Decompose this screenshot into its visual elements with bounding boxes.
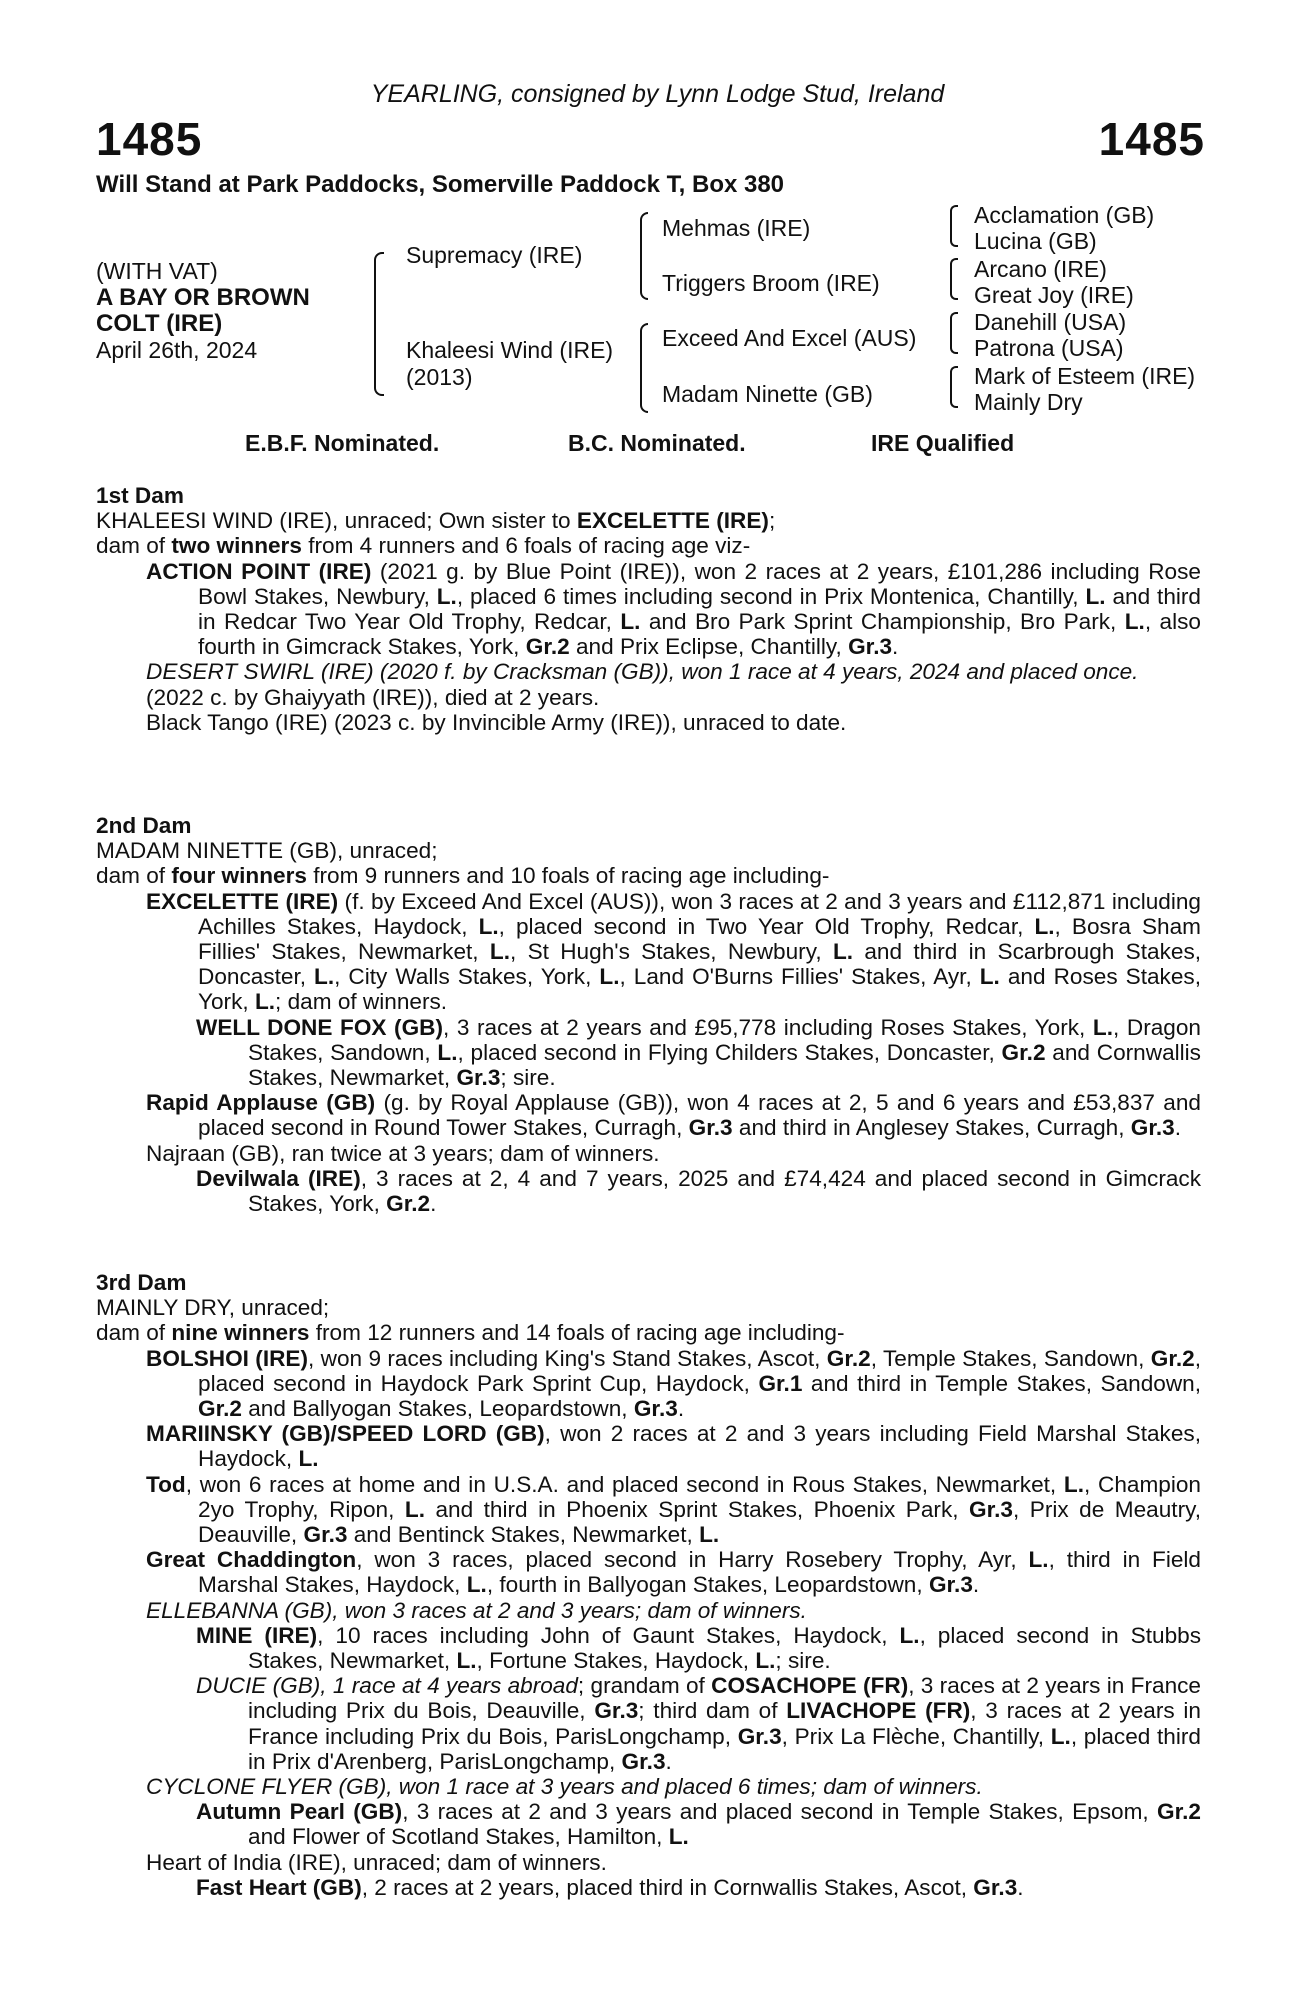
list-item: DUCIE (GB), 1 race at 4 years abroad; grandam of COSACHOPE (FR), 3 races at 2 years in France including Prix du Bois, Deauville, Gr.3; third dam of LIVACHOPE (FR), 3 races at 2 years in France including Prix du Bois, ParisLongchamp, Gr.3, Prix La Flèche, Chantilly, L., placed third in Prix d'Arenberg, ParisLongchamp, Gr.3.	[196, 1673, 1201, 1774]
pedigree-g4: Great Joy (IRE)	[974, 282, 1134, 308]
pedigree-g5: Danehill (USA)	[974, 309, 1127, 335]
pedigree-g8: Mainly Dry	[974, 389, 1083, 415]
list-item: Great Chaddington, won 3 races, placed second in Harry Rosebery Trophy, Ayr, L., third in Field Marshal Stakes, Haydock, L., fourth in Ballyogan Stakes, Leopardstown, Gr.3.	[146, 1547, 1201, 1598]
list-item: BOLSHOI (IRE), won 9 races including King's Stand Stakes, Ascot, Gr.2, Temple Stakes, Sandown, Gr.2, placed second in Haydock Park Sprint Cup, Haydock, Gr.1 and third in Temple Stakes, Sandown, Gr.2 and Ballyogan Stakes, Leopardstown, Gr.3.	[146, 1345, 1202, 1422]
pedigree-dam-dam: Madam Ninette (GB)	[662, 381, 873, 407]
pedigree-brace-g2	[950, 258, 958, 300]
list-item: MARIINSKY (GB)/SPEED LORD (GB), won 2 races at 2 and 3 years including Field Marshal Stakes, Haydock, L.	[146, 1421, 1201, 1472]
first-dam-produce-line: dam of two winners from 4 runners and 6 foals of racing age viz-	[96, 533, 751, 559]
first-dam-name-line: KHALEESI WIND (IRE), unraced; Own sister to EXCELETTE (IRE);	[96, 508, 776, 534]
third-dam-name-line: MAINLY DRY, unraced;	[96, 1295, 330, 1321]
list-item: ACTION POINT (IRE) (2021 g. by Blue Point (IRE)), won 2 races at 2 years, £101,286 including Rose Bowl Stakes, Newbury, L., placed 6 times including second in Prix Montenica, Chantilly, L. and third in Redcar Two Year Old Trophy, Redcar, L. and Bro Park Sprint Championship, Bro Park, L., also fourth in Gimcrack Stakes, York, Gr.2 and Prix Eclipse, Chantilly, Gr.3.	[146, 558, 1201, 660]
list-item: ELLEBANNA (GB), won 3 races at 2 and 3 years; dam of winners.	[146, 1597, 807, 1623]
pedigree-g7: Mark of Esteem (IRE)	[974, 363, 1196, 389]
ire-qualified: IRE Qualified	[871, 430, 1015, 456]
list-item: EXCELETTE (IRE) (f. by Exceed And Excel (AUS)), won 3 races at 2 and 3 years and £112,871 including Achilles Stakes, Haydock, L., placed second in Two Year Old Trophy, Redcar, L., Bosra Sham Fillies' Stakes, Newmarket, L., St Hugh's Stakes, Newbury, L. and third in Scarbrough Stakes, Doncaster, L., City Walls Stakes, York, L., Land O'Burns Fillies' Stakes, Ayr, L. and Roses Stakes, York, L.; dam of winners.	[146, 888, 1202, 1015]
list-item: Autumn Pearl (GB), 3 races at 2 and 3 years and placed second in Temple Stakes, Epsom, Gr.2 and Flower of Scotland Stakes, Hamilton, L.	[196, 1799, 1201, 1850]
first-dam-section	[96, 483, 1201, 735]
pedigree-dam-year: (2013)	[406, 364, 473, 390]
third-dam-produce-line: dam of nine winners from 12 runners and 14 foals of racing age including-	[96, 1320, 845, 1346]
pedigree-brace-g3	[950, 312, 958, 354]
list-item: Rapid Applause (GB) (g. by Royal Applause (GB)), won 4 races at 2, 5 and 6 years and £53,837 and placed second in Round Tower Stakes, Curragh, Gr.3 and third in Anglesey Stakes, Curragh, Gr.3.	[146, 1090, 1201, 1141]
list-item: WELL DONE FOX (GB), 3 races at 2 years and £95,778 including Roses Stakes, York, L., Dragon Stakes, Sandown, L., placed second in Flying Childers Stakes, Doncaster, Gr.2 and Cornwallis Stakes, Newmarket, Gr.3; sire.	[196, 1014, 1201, 1091]
pedigree-dam-sire: Exceed And Excel (AUS)	[662, 325, 917, 351]
first-dam-heading: 1st Dam	[96, 483, 184, 508]
pedigree-g2: Lucina (GB)	[974, 228, 1097, 254]
bc-nomination: B.C. Nominated.	[568, 430, 746, 456]
third-dam-heading: 3rd Dam	[96, 1270, 187, 1295]
lot-number-left: 1485	[96, 113, 203, 165]
horse-description-2: COLT (IRE)	[96, 310, 223, 337]
list-item: Fast Heart (GB), 2 races at 2 years, placed third in Cornwallis Stakes, Ascot, Gr.3.	[196, 1874, 1024, 1900]
pedigree-sire: Supremacy (IRE)	[406, 242, 583, 268]
list-item: MINE (IRE), 10 races including John of Gaunt Stakes, Haydock, L., placed second in Stubbs Stakes, Newmarket, L., Fortune Stakes, Haydock, L.; sire.	[196, 1622, 1201, 1674]
second-dam-produce-line: dam of four winners from 9 runners and 10 foals of racing age including-	[96, 863, 830, 889]
lot-number-right: 1485	[1098, 113, 1205, 165]
pedigree-dam: Khaleesi Wind (IRE)	[406, 337, 614, 363]
list-item: Devilwala (IRE), 3 races at 2, 4 and 7 years, 2025 and £74,424 and placed second in Gimcrack Stakes, York, Gr.2.	[196, 1165, 1201, 1217]
second-dam-heading: 2nd Dam	[96, 813, 192, 838]
vat-note: (WITH VAT)	[96, 258, 218, 284]
list-item: (2022 c. by Ghaiyyath (IRE)), died at 2 years.	[146, 684, 600, 710]
third-dam-section	[96, 1270, 1201, 1900]
list-item: Black Tango (IRE) (2023 c. by Invincible Army (IRE)), unraced to date.	[146, 709, 847, 735]
second-dam-name-line: MADAM NINETTE (GB), unraced;	[96, 838, 438, 864]
second-dam-section	[96, 813, 1201, 1216]
list-item: Tod, won 6 races at home and in U.S.A. and placed second in Rous Stakes, Newmarket, L., Champion 2yo Trophy, Ripon, L. and third in Phoenix Sprint Stakes, Phoenix Park, Gr.3, Prix de Meautry, Deauville, Gr.3 and Bentinck Stakes, Newmarket, L.	[146, 1471, 1202, 1548]
list-item: DESERT SWIRL (IRE) (2020 f. by Cracksman (GB)), won 1 race at 4 years, 2024 and placed once.	[146, 659, 1139, 685]
pedigree-brace-g4	[950, 366, 958, 408]
list-item: CYCLONE FLYER (GB), won 1 race at 3 years and placed 6 times; dam of winners.	[146, 1774, 983, 1800]
horse-description-1: A BAY OR BROWN	[96, 284, 310, 311]
pedigree-brace-g1	[950, 205, 958, 247]
pedigree-brace-main	[374, 252, 384, 396]
pedigree-sire-dam: Triggers Broom (IRE)	[662, 270, 880, 296]
catalogue-subtitle: YEARLING, consigned by Lynn Lodge Stud, Ireland	[370, 80, 945, 108]
ebf-nomination: E.B.F. Nominated.	[245, 430, 440, 456]
stand-location: Will Stand at Park Paddocks, Somerville Paddock T, Box 380	[96, 171, 785, 198]
pedigree-sire-sire: Mehmas (IRE)	[662, 215, 811, 241]
pedigree-g1: Acclamation (GB)	[974, 202, 1155, 228]
pedigree-brace-dam	[640, 323, 648, 413]
list-item: Heart of India (IRE), unraced; dam of winners.	[146, 1849, 607, 1875]
pedigree-g6: Patrona (USA)	[974, 335, 1124, 361]
list-item: Najraan (GB), ran twice at 3 years; dam of winners.	[146, 1140, 660, 1166]
pedigree-g3: Arcano (IRE)	[974, 256, 1107, 282]
foaling-date: April 26th, 2024	[96, 337, 258, 363]
pedigree-brace-sire	[640, 212, 648, 300]
